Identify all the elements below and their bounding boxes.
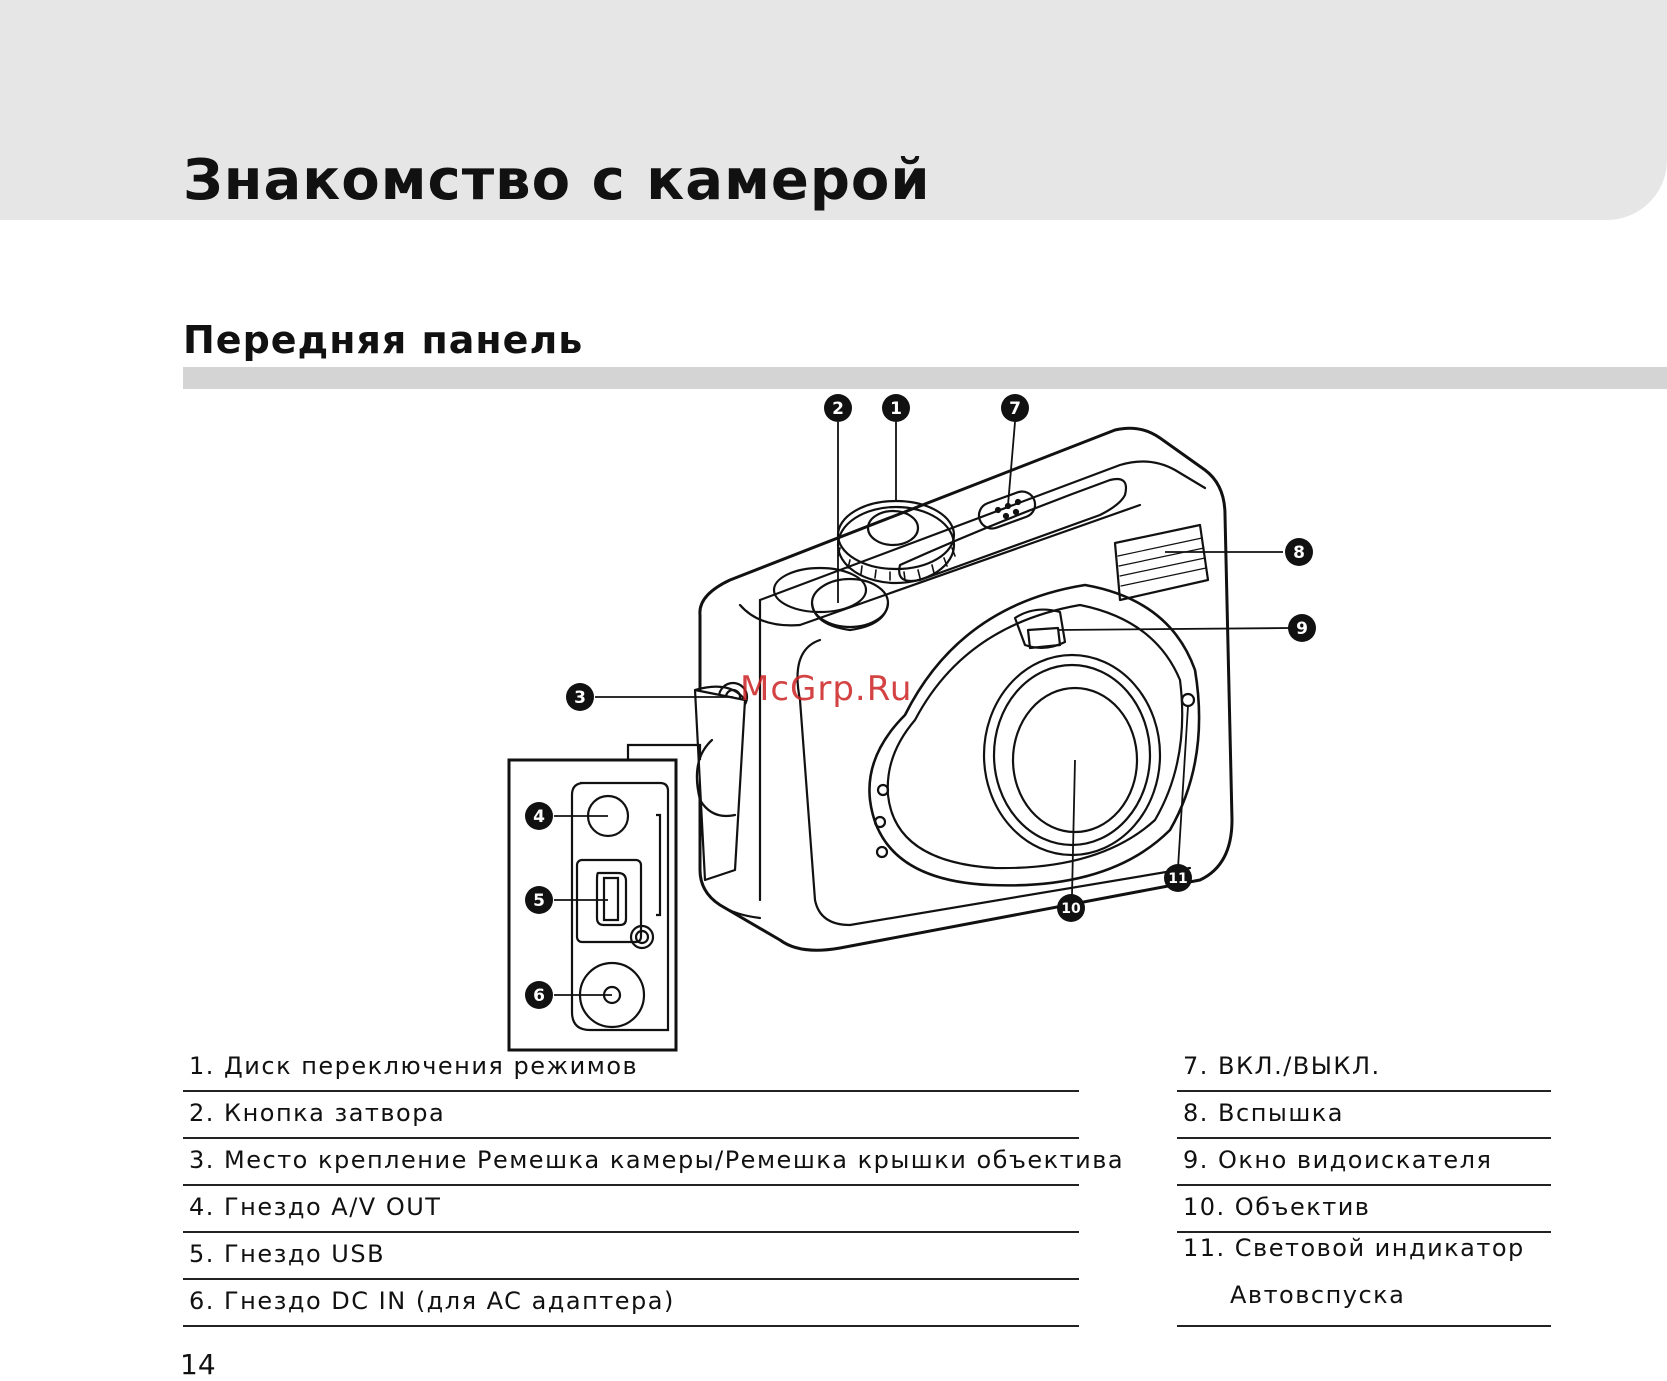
callout-6: [525, 981, 553, 1009]
callout-8: [1285, 538, 1313, 566]
legend-item-9: 9. Окно видоискателя: [1177, 1139, 1551, 1186]
legend-item-11: [1177, 1233, 1551, 1327]
svg-text:6: 6: [533, 986, 545, 1006]
callout-7: [1001, 394, 1029, 422]
usb-port-icon: [597, 873, 626, 925]
svg-text:4: 4: [533, 807, 545, 827]
legend-item-5: 5. Гнездо USB: [183, 1233, 1079, 1280]
watermark: McGrp.Ru: [740, 669, 913, 709]
legend-item-2: 2. Кнопка затвора: [183, 1092, 1079, 1139]
legend-item-10: 10. Объектив: [1177, 1186, 1551, 1233]
svg-text:2: 2: [832, 399, 844, 419]
legend-item-11-continuation: Автовспуска: [1230, 1281, 1406, 1309]
legend-item-4: 4. Гнездо A/V OUT: [183, 1186, 1079, 1233]
callout-11: [1164, 864, 1192, 892]
callout-3: [566, 683, 594, 711]
svg-text:8: 8: [1293, 543, 1305, 563]
legend-left: [183, 1045, 1125, 1327]
svg-text:5: 5: [533, 891, 545, 911]
legend-item-3: 3. Место крепление Ремешка камеры/Ремешка крышки объектива: [183, 1139, 1079, 1186]
callout-10: [1057, 894, 1085, 922]
svg-text:11: 11: [1168, 871, 1188, 887]
svg-text:7: 7: [1009, 399, 1021, 419]
svg-text:1: 1: [890, 399, 902, 419]
legend-item-8: 8. Вспышка: [1177, 1092, 1551, 1139]
callout-4: [525, 802, 553, 830]
callout-9: [1288, 614, 1316, 642]
legend-item-1: 1. Диск переключения режимов: [183, 1045, 1079, 1092]
callout-5: [525, 886, 553, 914]
svg-text:3: 3: [574, 688, 586, 708]
legend-item-7: 7. ВКЛ./ВЫКЛ.: [1177, 1045, 1551, 1092]
callout-1: [882, 394, 910, 422]
page-number: 14: [180, 1348, 216, 1381]
callout-2: [824, 394, 852, 422]
svg-text:10: 10: [1061, 901, 1081, 917]
page-title: Знакомство с камерой: [183, 148, 931, 213]
legend-item-6: 6. Гнездо DC IN (для AC адаптера): [183, 1280, 1079, 1327]
section-title: Передняя панель: [183, 318, 584, 362]
legend-right: [1177, 1045, 1551, 1327]
legend-item-11-label: 11. Световой индикатор: [1183, 1234, 1525, 1262]
svg-text:9: 9: [1296, 619, 1308, 639]
